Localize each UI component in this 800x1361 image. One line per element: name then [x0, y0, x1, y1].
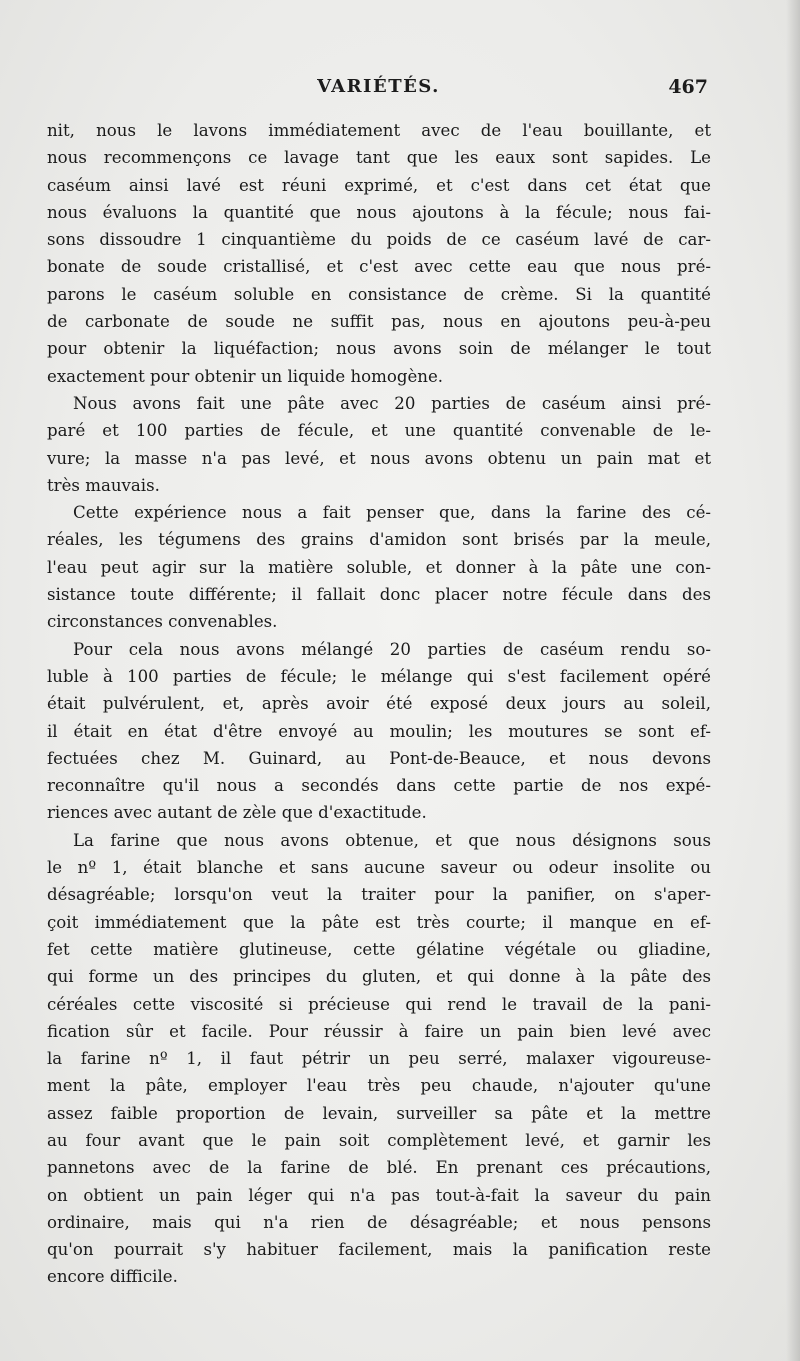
text-line: fectuées chez M. Guinard, au Pont-de-Beauce, et nous devons — [47, 748, 711, 768]
text-line: riences avec autant de zèle que d'exactitude. — [47, 803, 427, 823]
text-line: vure; la masse n'a pas levé, et nous avons obtenu un pain mat et — [47, 448, 711, 468]
text-line: fet cette matière glutineuse, cette gélatine végétale ou gliadine, — [47, 939, 711, 959]
text-line: ment la pâte, employer l'eau très peu chaude, n'ajouter qu'une — [47, 1076, 711, 1096]
text-line: la farine nº 1, il faut pétrir un peu serré, malaxer vigoureuse- — [47, 1049, 711, 1069]
text-line: reconnaître qu'il nous a secondés dans cette partie de nos expé- — [47, 776, 711, 796]
text-line: Nous avons fait une pâte avec 20 parties de caséum ainsi pré- — [73, 393, 711, 413]
text-line: qu'on pourrait s'y habituer facilement, mais la panification reste — [47, 1240, 711, 1260]
text-line: La farine que nous avons obtenue, et que nous désignons sous — [73, 830, 711, 850]
text-line: circonstances convenables. — [47, 612, 278, 632]
text-line: assez faible proportion de levain, surveiller sa pâte et la mettre — [47, 1103, 711, 1123]
text-line: était pulvérulent, et, après avoir été exposé deux jours au soleil, — [47, 694, 711, 714]
text-line: encore difficile. — [47, 1267, 178, 1287]
text-line: pannetons avec de la farine de blé. En prenant ces précautions, — [47, 1158, 711, 1178]
running-title: VARIÉTÉS. — [317, 76, 440, 97]
page-edge-shadow — [786, 0, 800, 1361]
text-line: qui forme un des principes du gluten, et qui donne à la pâte des — [47, 967, 711, 987]
text-line: parons le caséum soluble en consistance de crème. Si la quantité — [47, 284, 711, 304]
text-line: nous évaluons la quantité que nous ajoutons à la fécule; nous fai- — [47, 202, 711, 222]
text-line: sistance toute différente; il fallait donc placer notre fécule dans des — [47, 585, 711, 605]
text-line: très mauvais. — [47, 475, 160, 495]
text-line: il était en état d'être envoyé au moulin; les moutures se sont ef- — [47, 721, 711, 741]
text-line: de carbonate de soude ne suffit pas, nous en ajoutons peu-à-peu — [47, 312, 711, 332]
text-line: exactement pour obtenir un liquide homogène. — [47, 366, 444, 386]
text-line: au four avant que le pain soit complètement levé, et garnir les — [47, 1130, 711, 1150]
text-line: pour obtenir la liquéfaction; nous avons soin de mélanger le tout — [47, 339, 711, 359]
text-line: Pour cela nous avons mélangé 20 parties de caséum rendu so- — [73, 639, 711, 659]
text-line: sons dissoudre 1 cinquantième du poids de ce caséum lavé de car- — [47, 230, 711, 250]
text-line: l'eau peut agir sur la matière soluble, et donner à la pâte une con- — [47, 557, 711, 577]
text-line: paré et 100 parties de fécule, et une quantité convenable de le- — [47, 421, 711, 441]
text-line: nous recommençons ce lavage tant que les eaux sont sapides. Le — [47, 148, 711, 168]
page-number: 467 — [668, 76, 708, 98]
text-line: caséum ainsi lavé est réuni exprimé, et c'est dans cet état que — [47, 175, 711, 195]
text-line: fication sûr et facile. Pour réussir à faire un pain bien levé avec — [47, 1021, 711, 1041]
text-line: bonate de soude cristallisé, et c'est avec cette eau que nous pré- — [47, 257, 711, 277]
text-line: céréales cette viscosité si précieuse qui rend le travail de la pani- — [47, 994, 711, 1014]
body-text — [47, 117, 711, 1291]
text-line: nit, nous le lavons immédiatement avec de l'eau bouillante, et — [47, 121, 711, 140]
text-line: çoit immédiatement que la pâte est très courte; il manque en ef- — [47, 912, 711, 932]
page-header — [47, 76, 710, 104]
text-line: Cette expérience nous a fait penser que, dans la farine des cé- — [73, 503, 711, 523]
text-line: ordinaire, mais qui n'a rien de désagréable; et nous pensons — [47, 1212, 711, 1232]
text-line: désagréable; lorsqu'on veut la traiter pour la panifier, on s'aper- — [47, 885, 711, 905]
text-line: luble à 100 parties de fécule; le mélange qui s'est facilement opéré — [47, 666, 711, 686]
text-line: réales, les tégumens des grains d'amidon sont brisés par la meule, — [47, 530, 711, 550]
text-line: le nº 1, était blanche et sans aucune saveur ou odeur insolite ou — [47, 858, 711, 878]
text-line: on obtient un pain léger qui n'a pas tout-à-fait la saveur du pain — [47, 1185, 711, 1205]
